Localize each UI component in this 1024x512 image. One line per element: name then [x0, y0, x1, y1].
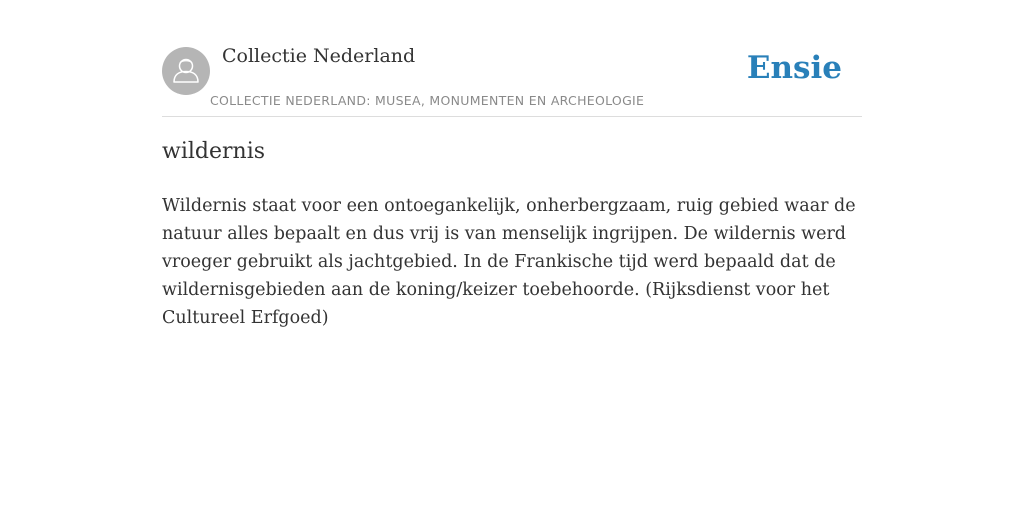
author-tagline: COLLECTIE NEDERLAND: MUSEA, MONUMENTEN EN ARCHEOLOGIE — [210, 93, 645, 108]
author-name[interactable]: Collectie Nederland — [222, 45, 416, 67]
brand-logo[interactable]: Ensie — [746, 50, 842, 86]
entry-title: wildernis — [162, 139, 266, 164]
entry-body: Wildernis staat voor een ontoegankelijk, onherbergzaam, ruig gebied waar de natuur alles bepaalt en dus vrij is van menselijk ingrijpen. De wildernis werd vroeger gebruikt als jachtgebied. In de Frankische tijd werd bepaald dat de wildernisgebieden aan de koning/keizer toebehoorde. (Rijksdienst voor het Cultureel Erfgoed) — [162, 196, 856, 328]
avatar[interactable] — [162, 47, 210, 95]
header — [162, 0, 862, 117]
user-icon — [162, 47, 210, 95]
